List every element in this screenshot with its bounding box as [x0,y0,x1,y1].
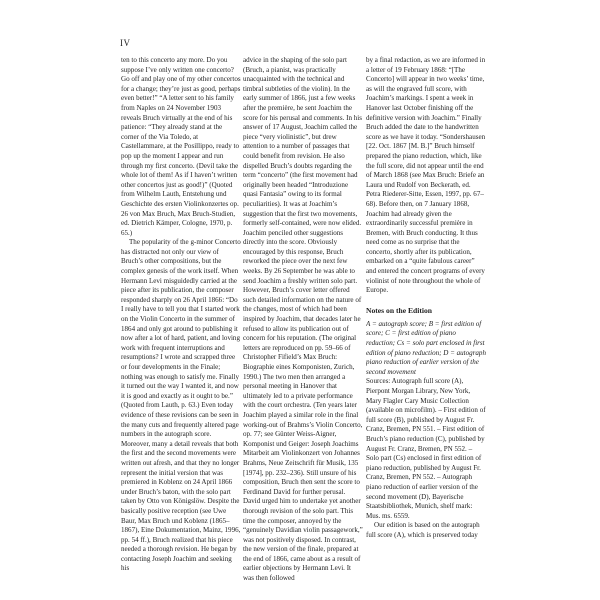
paragraph: The popularity of the g-minor Concerto has distracted not only our view of Bruch’s other compositions, but the complex genesis of the work itself. When Hermann Levi misguidedly carried at the piece after its publication, the composer responded sharply on 26 April 1866: “Do I really have to tell you that I started work on the Violin Concerto in the summer of 1864 and only got around to publishing it now after a lot of hard, patient, and loving work with frequent interruptions and resumptions? I wrote and scrapped three or four developments in the Finale; nothing was enough to satisfy me. Finally it turned out the way I wanted it, and now it is good and exactly as it ought to be.” (Quoted from Lauth, p. 63.) Even today evidence of these revisions can be seen in the many cuts and frequently altered page numbers in the autograph score. Moreover, many a detail reveals that both the first and the second movements were written out afresh, and that they no longer represent the initial version that was premiered in Koblenz on 24 April 1866 under Bruch’s baton, with the solo part taken by Otto von Königslöw. Despite the basically positive reception (see Uwe Baur, Max Bruch und Koblenz (1865–1867), Eine Dokumentation, Mainz, 1996, pp. 54 ff.), Bruch realized that his piece needed a thorough revision. He began by contacting Joseph Joachim and seeking his [121,238,241,573]
text-column-1 [121,56,241,590]
section-heading-notes-on-edition: Notes on the Edition [366,305,433,315]
paragraph: advice in the shaping of the solo part (Bruch, a pianist, was practically unacquainted with the technical and timbral subtleties of the violin). In the early summer of 1866, just a few weeks after the première, he sent Joachim the score for his perusal and comments. In his answer of 17 August, Joachim called the piece “very violinistic”, but drew attention to a number of passages that could benefit from revision. He also dispelled Bruch’s doubts regarding the term “concerto” (the first movement had originally been headed “Introduzione quasi Fantasia” owing to its formal peculiarities). It was at Joachim’s suggestion that the first two movements, formerly self-contained, were now elided. Joachim penciled other suggestions directly into the score. Obviously encouraged by this response, Bruch reworked the piece over the next few weeks. By 26 September he was able to send Joachim a freshly written solo part. However, Bruch’s cover letter offered such detailed information on the nature of the changes, most of which had been inspired by Joachim, that decades later he refused to allow its publication out of concern for his reputation. (The original letters are reproduced on pp. 59–66 of Christopher Fifield’s Max Bruch: Biographie eines Komponisten, Zurich, 1990.) The two men then arranged a personal meeting in Hanover that ultimately led to a private performance with the court orchestra. (Ten years later Joachim played a similar role in the final working-out of Brahms’s Violin Concerto, op. 77; see Günter Weiss-Aigner, Komponist und Geiger: Joseph Joachims Mitarbeit am Violinkonzert von Johannes Brahms, Neue Zeitschrift für Musik, 135 [1974], pp. 232–236). Still unsure of his composition, Bruch then sent the score to Ferdinand David for further perusal. David urged him to undertake yet another thorough revision of the solo part. This time the composer, annoyed by the “genuinely Davidian violin passagework,” was not positively disposed. In contrast, the new version of the finale, prepared at the end of 1866, came about as a result of earlier objections by Hermann Levi. It was then followed [243,56,363,583]
text-column-2 [243,56,363,590]
paragraph: ten to this concerto any more. Do you suppose I’ve only written one concerto? Go off and play one of my other concertos for a change; they’re just as good, perhaps even better!” “A letter sent to his family from Naples on 24 November 1903 reveals Bruch virtually at the end of his patience: “They already stand at the corner of the Via Toledo, at Castellammare, at the Posillippo, ready to pop up the moment I appear and run through my first concerto. (Devil take the whole lot of them! As if I haven’t written other concertos just as good!)” (Quoted from Wilhelm Lauth, Entstehung und Geschichte des ersten Violinkonzertes op. 26 von Max Bruch, Max Bruch-Studien, ed. Dietrich Kämper, Cologne, 1970, p. 65.) [121,56,241,237]
paragraph: Our edition is based on the autograph full score (A), which is preserved today [366,521,480,539]
paragraph: Sources: Autograph full score (A), Pierpont Morgan Library, New York, Mary Flagler Cary Music Collection (available on microfilm). – First edition of full score (B), published by August Fr. Cranz, Bremen, PN 551. – First edition of Bruch’s piano reduction (C), published by August Fr. Cranz, Bremen, PN 552. – Solo part (Cs) enclosed in first edition of piano reduction, published by August Fr. Cranz, Bremen, PN 552. – Autograph piano reduction of earlier version of the second movement (D), Bayerische Staatsbibliothek, Munich, shelf mark: Mus. ms. 6559. [366,377,486,520]
paragraph: by a final redaction, as we are informed in a letter of 19 February 1868: “[The Concerto] will appear in two weeks’ time, as will the engraved full score, with Joachim’s markings. I spent a week in Hanover last October finishing off the definitive version with Joachim.” Finally Bruch added the date to the handwritten score as we have it today. “Sondershausen [22. Oct. 1867 [M. B.]” Bruch himself prepared the piano reduction, which, like the full score, did not appear until the end of March 1868 (see Max Bruch: Briefe an Laura und Rudolf von Beckerath, ed. Petra Riederer-Sitte, Essen, 1997, pp. 67–68). Before then, on 7 January 1868, Joachim had already given the extraordinarily successful première in Bremen, with Bruch conducting. It thus need come as no surprise that the concerto, shortly after its publication, embarked on a “quite fabulous career” and entered the concert programs of every violinist of note throughout the whole of Europe. [366,56,486,295]
page-number: IV [120,38,131,48]
abbreviations-list: A = autograph score; B = first edition of score; C = first edition of piano reduction; Cs = solo part enclosed in first edition of piano reduction; D = autograph piano reduction of earlier version of the second movement [366,319,486,376]
text-column-3 [366,56,486,590]
